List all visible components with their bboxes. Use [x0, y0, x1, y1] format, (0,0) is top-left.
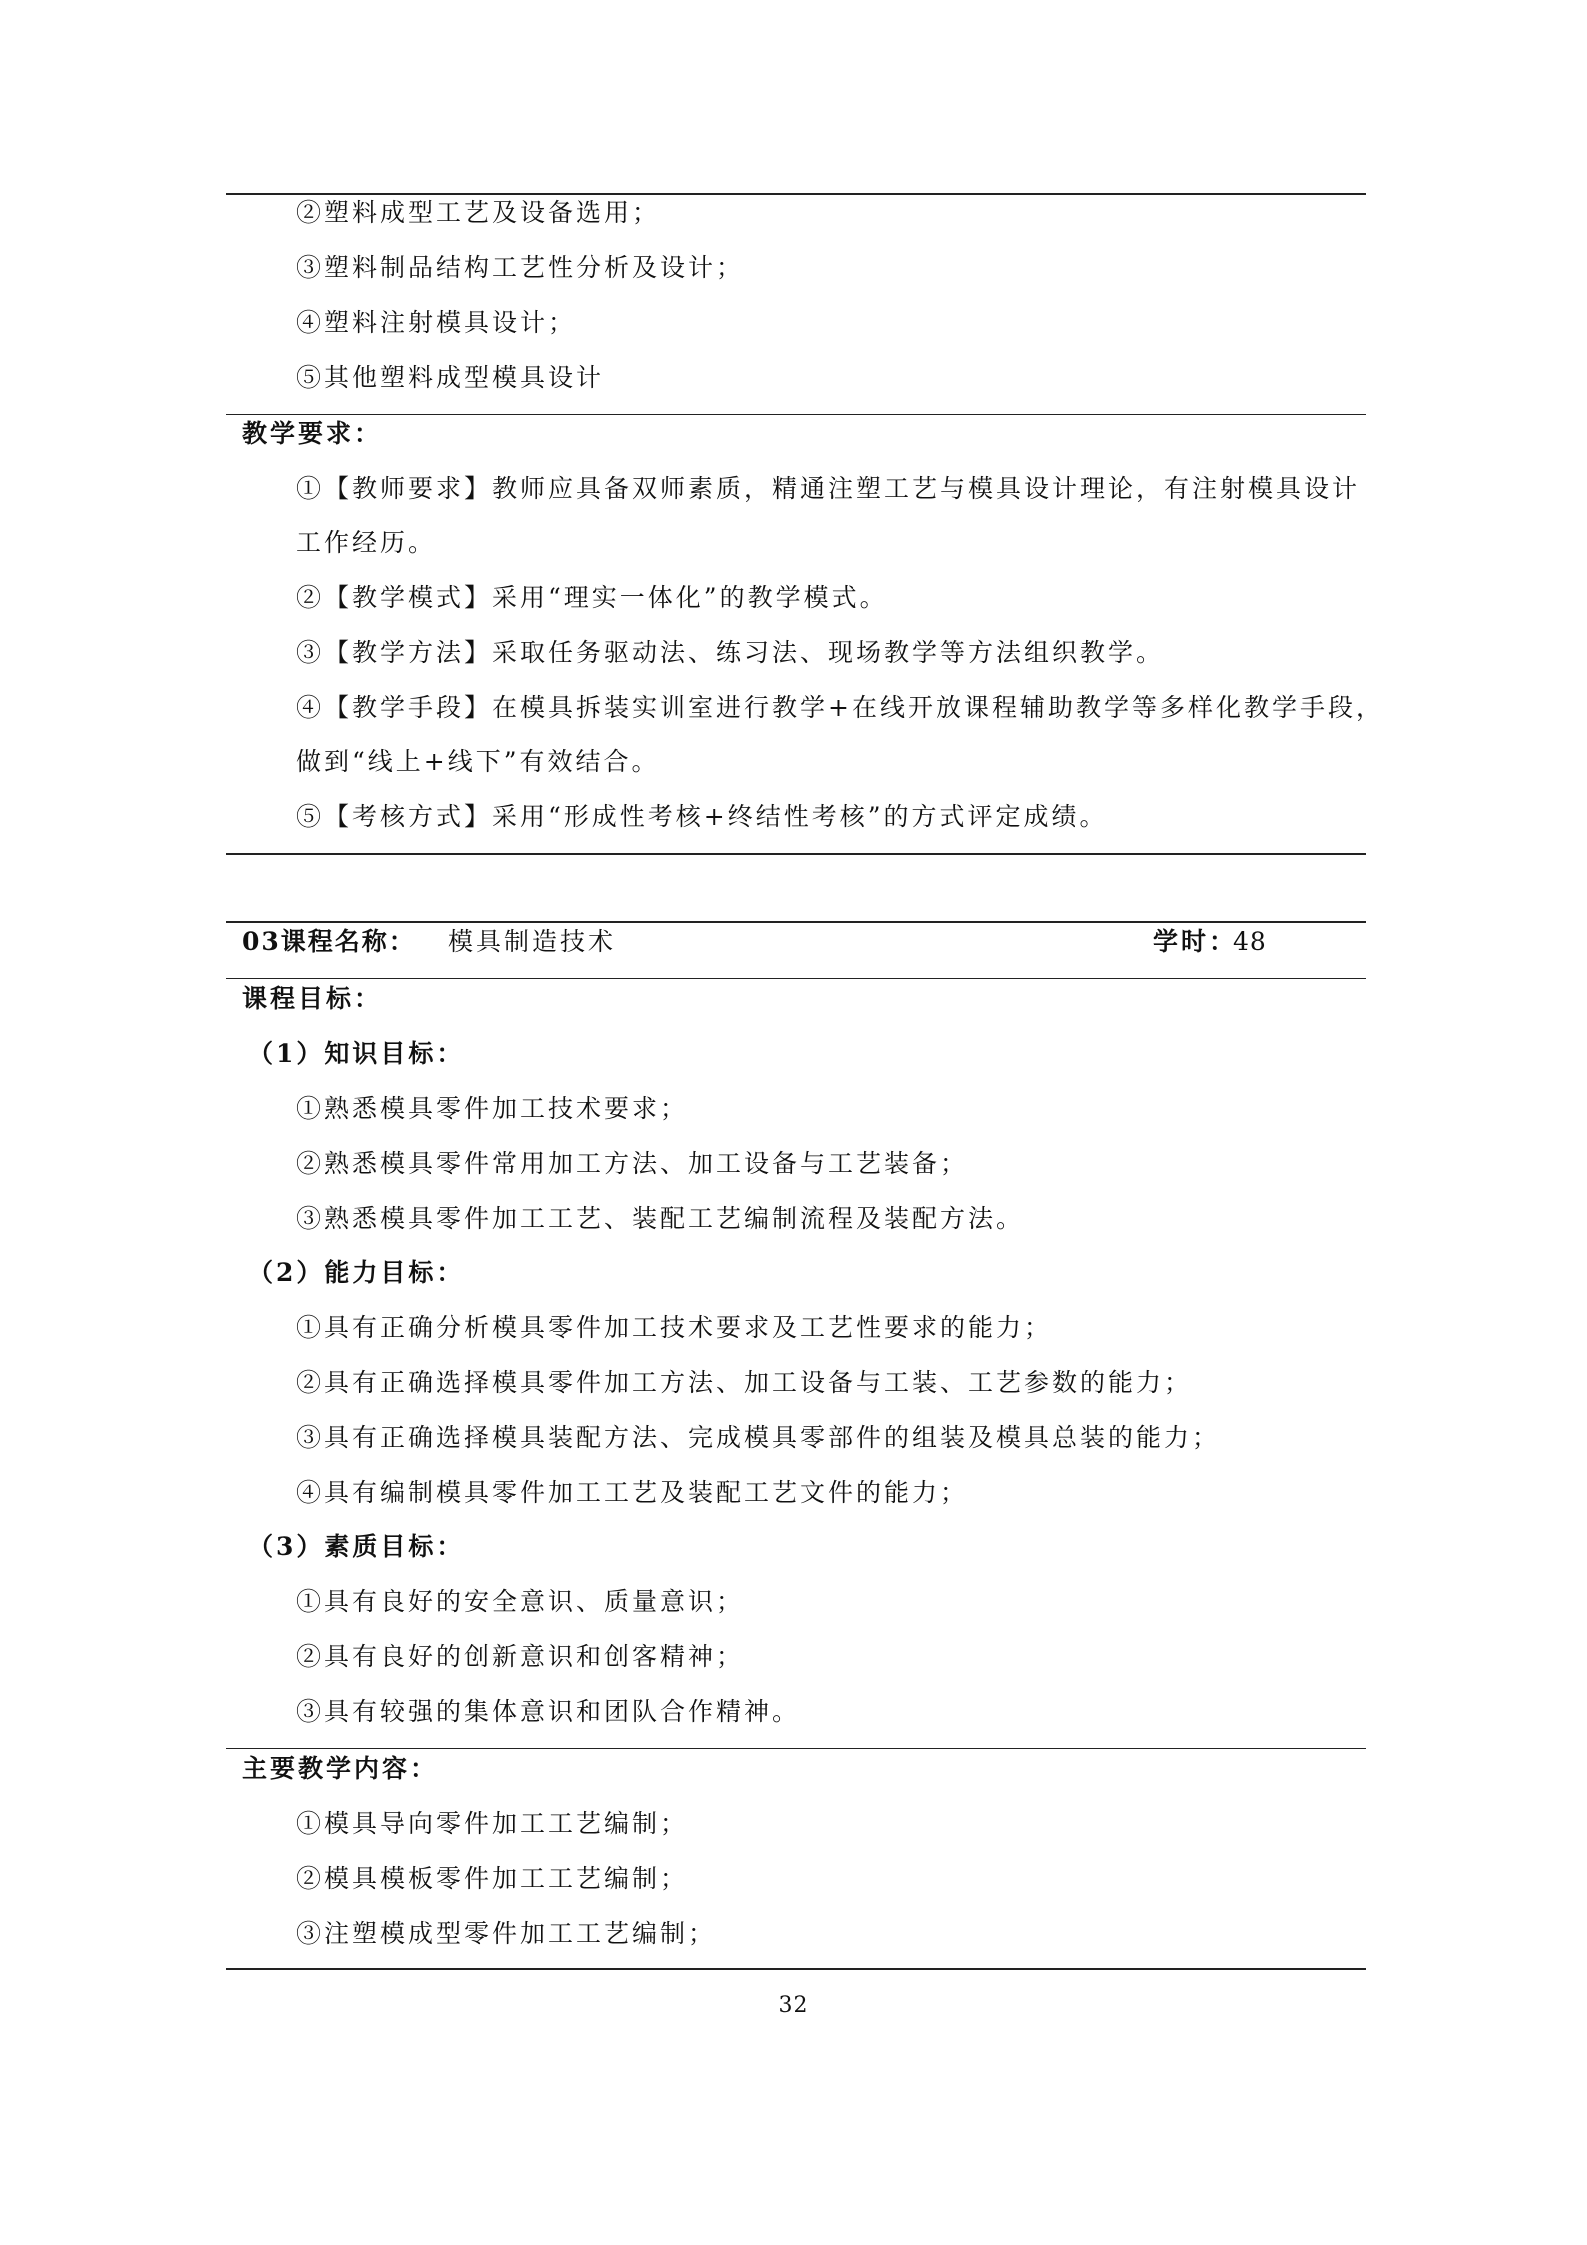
knowledge-item: ①熟悉模具零件加工技术要求； [296, 1094, 689, 1123]
ability-item: ④具有编制模具零件加工工艺及装配工艺文件的能力； [296, 1478, 969, 1507]
requirement-line: ①【教师要求】教师应具备双师素质，精通注塑工艺与模具设计理论，有注射模具设计 [296, 474, 1361, 503]
course-objectives-heading: 课程目标： [242, 984, 383, 1013]
course-hours-value: 48 [1233, 927, 1267, 956]
requirement-line: 工作经历。 [296, 528, 437, 557]
quality-objectives-heading: （3）素质目标： [248, 1532, 465, 1561]
table-top-rule [226, 193, 1366, 195]
table-bottom-rule [226, 853, 1366, 855]
ability-item: ①具有正确分析模具零件加工技术要求及工艺性要求的能力； [296, 1313, 1053, 1342]
quality-item: ②具有良好的创新意识和创客精神； [296, 1642, 745, 1671]
table-top-rule [226, 921, 1366, 923]
ability-item: ②具有正确选择模具零件加工方法、加工设备与工装、工艺参数的能力； [296, 1368, 1193, 1397]
content-item: ⑤其他塑料成型模具设计 [296, 363, 605, 392]
section-divider [226, 414, 1366, 415]
quality-item: ③具有较强的集体意识和团队合作精神。 [296, 1697, 801, 1726]
content-item: ④塑料注射模具设计； [296, 308, 577, 337]
knowledge-item: ③熟悉模具零件加工工艺、装配工艺编制流程及装配方法。 [296, 1204, 1025, 1233]
quality-item: ①具有良好的安全意识、质量意识； [296, 1587, 745, 1616]
section-divider [226, 978, 1366, 979]
content-item: ②塑料成型工艺及设备选用； [296, 198, 661, 227]
ability-objectives-heading: （2）能力目标： [248, 1258, 465, 1287]
course-hours-label: 学时： [1153, 927, 1238, 956]
requirement-line: ②【教学模式】采用“理实一体化”的教学模式。 [296, 583, 888, 612]
knowledge-item: ②熟悉模具零件常用加工方法、加工设备与工艺装备； [296, 1149, 969, 1178]
section-divider [226, 1748, 1366, 1749]
requirement-line: ③【教学方法】采取任务驱动法、练习法、现场教学等方法组织教学。 [296, 638, 1165, 667]
main-content-heading: 主要教学内容： [242, 1754, 439, 1783]
page-number: 32 [778, 1993, 809, 2018]
requirement-line: 做到“线上+线下”有效结合。 [296, 747, 660, 776]
ability-item: ③具有正确选择模具装配方法、完成模具零部件的组装及模具总装的能力； [296, 1423, 1221, 1452]
requirement-line: ⑤【考核方式】采用“形成性考核+终结性考核”的方式评定成绩。 [296, 802, 1108, 831]
content-item: ②模具模板零件加工工艺编制； [296, 1864, 689, 1893]
table-bottom-rule [226, 1968, 1366, 1970]
teaching-requirements-heading: 教学要求： [242, 419, 383, 448]
content-item: ①模具导向零件加工工艺编制； [296, 1809, 689, 1838]
requirement-line: ④【教学手段】在模具拆装实训室进行教学+在线开放课程辅助教学等多样化教学手段， [296, 693, 1384, 722]
content-item: ③注塑模成型零件加工工艺编制； [296, 1919, 717, 1948]
course-name-value: 模具制造技术 [448, 927, 617, 956]
course-name-label: 03课程名称： [242, 927, 416, 956]
knowledge-objectives-heading: （1）知识目标： [248, 1039, 465, 1068]
content-item: ③塑料制品结构工艺性分析及设计； [296, 253, 745, 282]
